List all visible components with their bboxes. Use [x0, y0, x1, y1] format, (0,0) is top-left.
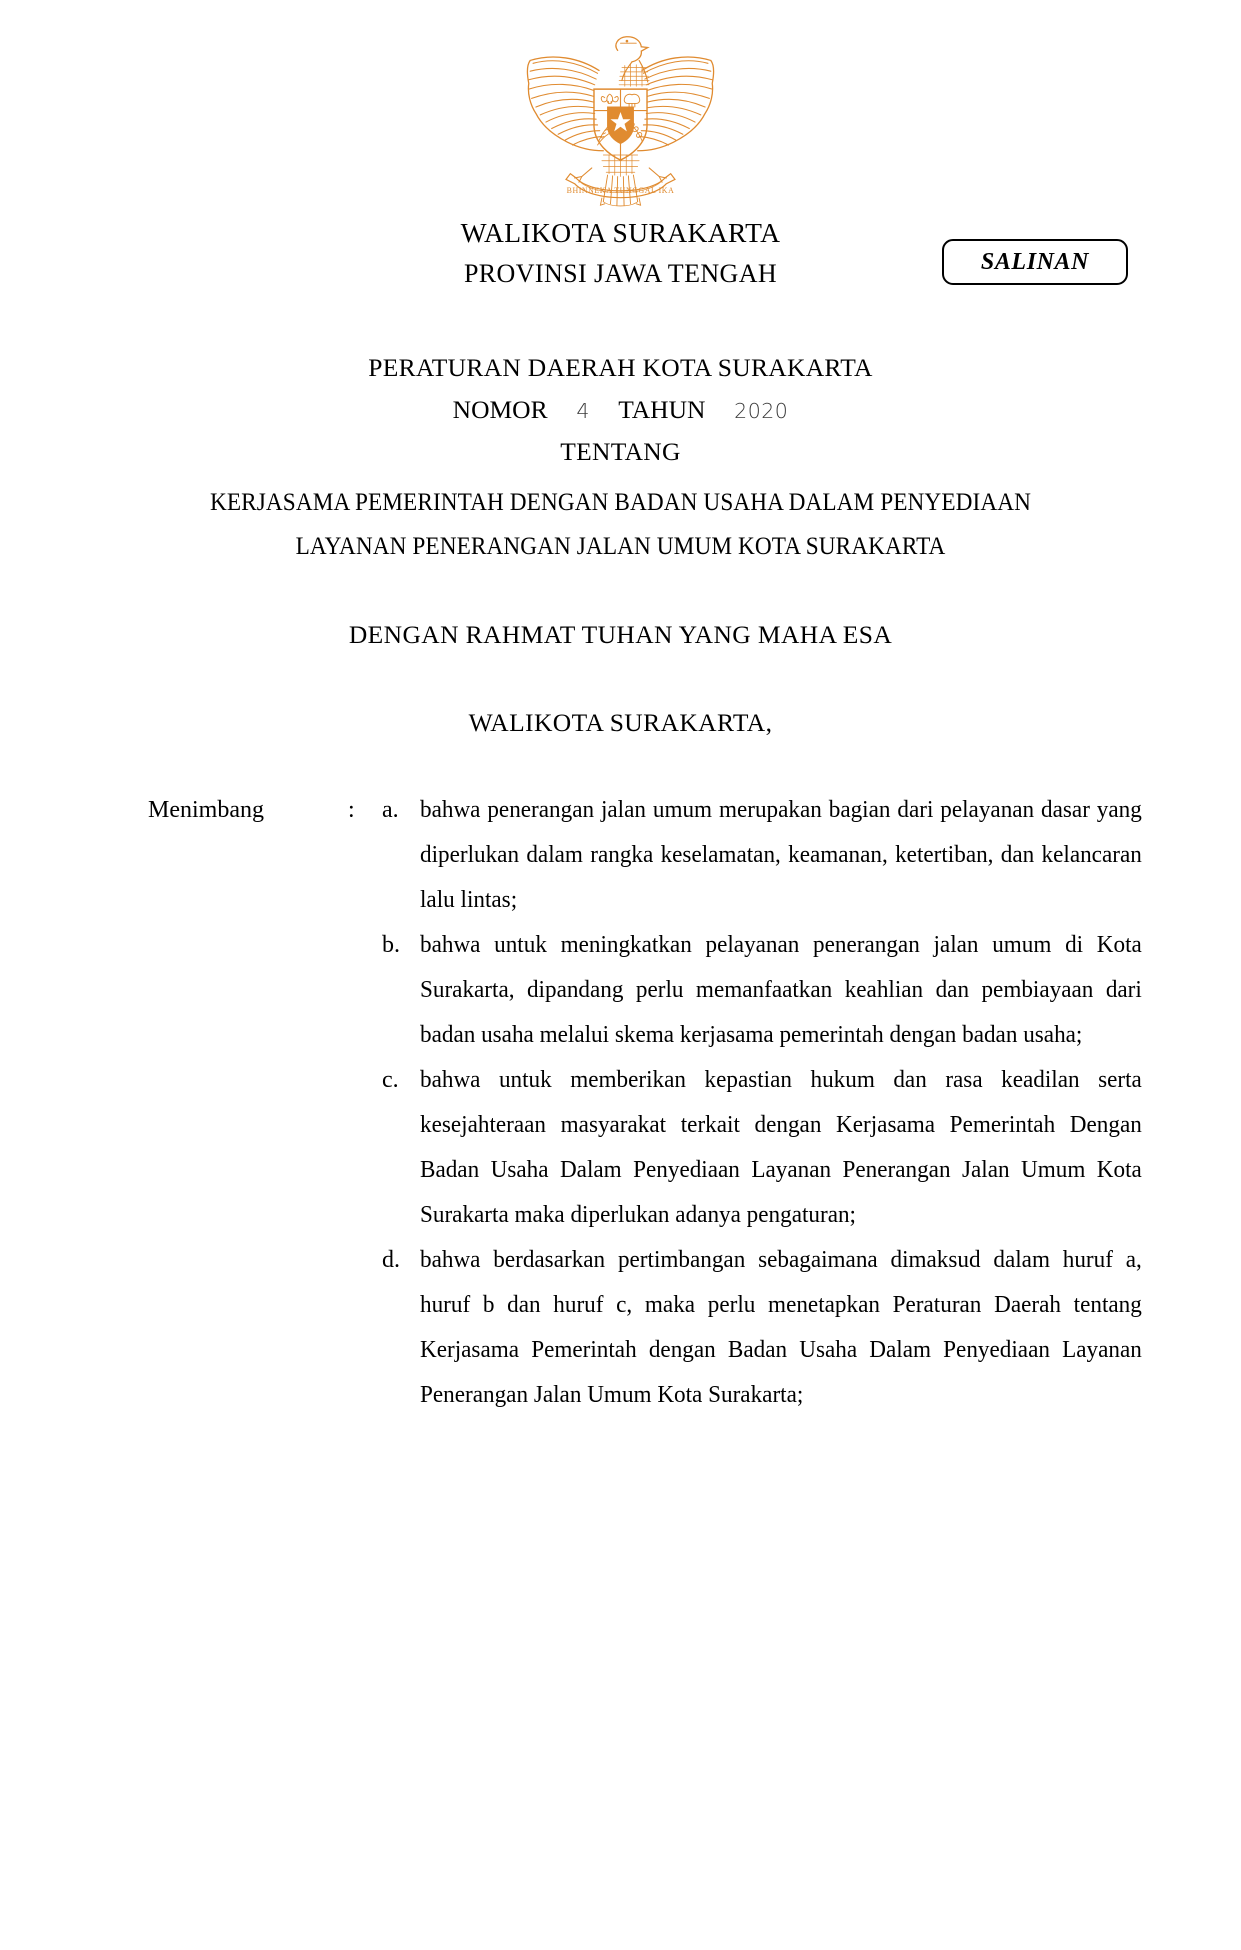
signatory-heading: WALIKOTA SURAKARTA, — [468, 708, 773, 737]
considering-item-d-text: bahwa berdasarkan pertimbangan sebagaimana dimaksud dalam huruf a, huruf b dan huruf c, maka perlu menetapkan Peraturan Daerah tentang Kerjasama Pemerintah dengan Badan Usaha Dalam Penyediaan Layanan Penerangan Jalan Umum Kota Surakarta; — [420, 1247, 1142, 1408]
considering-colon: : — [348, 797, 355, 823]
nomor-value: 4 — [576, 399, 590, 423]
salinan-stamp-label: SALINAN — [980, 248, 1090, 275]
considering-item-d — [382, 1238, 1168, 1418]
regulation-number-line — [0, 395, 1241, 425]
considering-item-c — [382, 1058, 1168, 1238]
nomor-label: NOMOR — [452, 395, 548, 424]
considering-item-d-marker: d. — [382, 1247, 400, 1273]
considering-item-c-text: bahwa untuk memberikan kepastian hukum dan rasa keadilan serta kesejahteraan masyarakat terkait dengan Kerjasama Pemerintah Dengan Badan Usaha Dalam Penyediaan Layanan Penerangan Jalan Umum Kota Surakarta maka diperlukan adanya pengaturan; — [420, 1067, 1142, 1228]
about-label: TENTANG — [560, 437, 681, 466]
tahun-label: TAHUN — [618, 395, 706, 424]
considering-block — [0, 788, 1241, 1418]
considering-item-c-marker: c. — [382, 1067, 399, 1093]
tahun-value: 2020 — [734, 399, 789, 423]
header-authority: WALIKOTA SURAKARTA — [460, 217, 781, 248]
considering-label: Menimbang — [148, 797, 264, 823]
salinan-stamp — [942, 239, 1128, 285]
regulation-type-title: PERATURAN DAERAH KOTA SURAKARTA — [368, 353, 873, 382]
considering-item-b — [382, 923, 1168, 1058]
considering-item-a — [382, 788, 1168, 923]
considering-item-a-text: bahwa penerangan jalan umum merupakan bagian dari pelayanan dasar yang diperlukan dalam rangka keselamatan, keamanan, ketertiban, dan kelancaran lalu lintas; — [420, 797, 1142, 913]
garuda-emblem-container — [0, 26, 1241, 221]
considering-item-b-text: bahwa untuk meningkatkan pelayanan penerangan jalan umum di Kota Surakarta, dipandang perlu memanfaatkan keahlian dan pembiayaan dari badan usaha melalui skema kerjasama pemerintah dengan badan usaha; — [420, 932, 1142, 1048]
subject-line-2: LAYANAN PENERANGAN JALAN UMUM KOTA SURAKARTA — [295, 533, 946, 560]
considering-first-row — [0, 788, 1241, 1418]
emblem-motto-text: BHINNEKA TUNGGAL IKA — [566, 186, 675, 196]
considering-item-a-marker: a. — [382, 797, 399, 823]
header-province: PROVINSI JAWA TENGAH — [463, 259, 778, 288]
garuda-pancasila-icon — [513, 26, 728, 216]
invocation-line: DENGAN RAHMAT TUHAN YANG MAHA ESA — [348, 620, 893, 649]
considering-items-column — [382, 788, 1241, 1418]
considering-item-b-marker: b. — [382, 932, 400, 958]
subject-line-1: KERJASAMA PEMERINTAH DENGAN BADAN USAHA DALAM PENYEDIAAN — [209, 489, 1031, 516]
